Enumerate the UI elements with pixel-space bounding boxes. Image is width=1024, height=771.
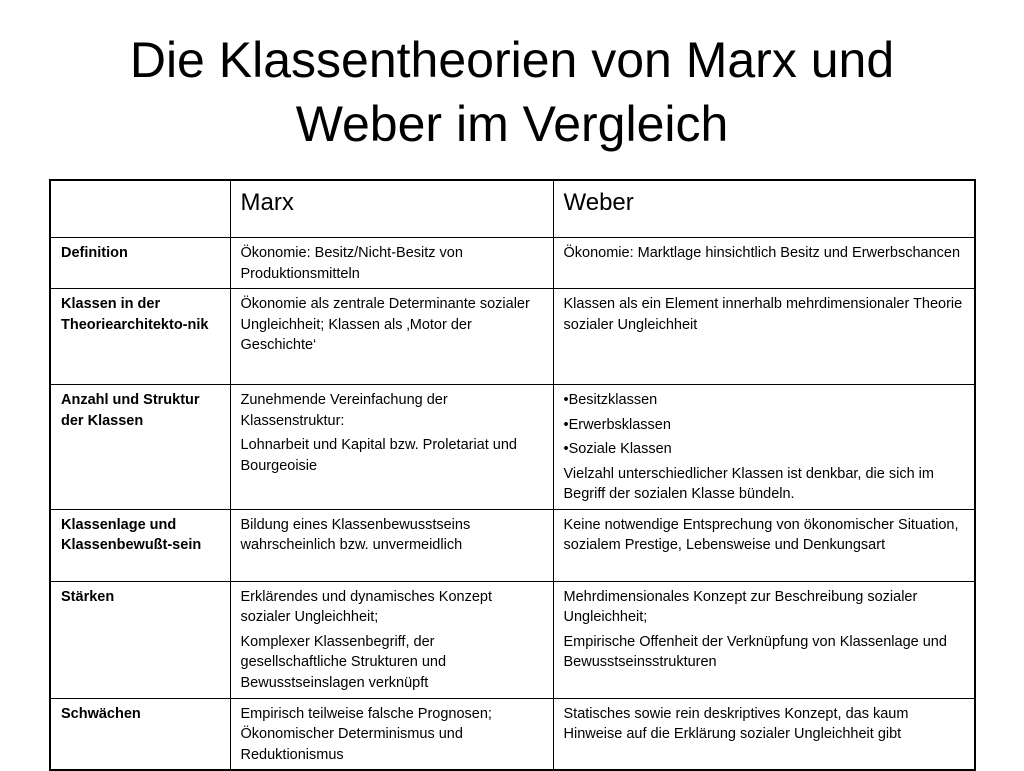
cell-paragraph: Mehrdimensionales Konzept zur Beschreibung sozialer Ungleichheit; — [563, 588, 918, 625]
header-cell-empty — [50, 180, 230, 238]
weber-cell — [553, 385, 975, 510]
marx-cell — [230, 698, 553, 770]
bullet-item: •Erwerbsklassen — [563, 416, 671, 433]
slide-title — [0, 28, 1024, 156]
row-label: Schwächen — [50, 698, 230, 770]
table-row — [50, 385, 975, 510]
row-label: Definition — [50, 238, 230, 289]
weber-cell — [553, 581, 975, 698]
cell-paragraph: Erklärendes und dynamisches Konzept sozialer Ungleichheit; — [240, 588, 492, 625]
cell-paragraph: Ökonomie: Marktlage hinsichtlich Besitz und Erwerbschancen — [563, 245, 961, 261]
cell-paragraph: Empirisch teilweise falsche Prognosen; Ökonomischer Determinismus und Reduktionismus — [240, 705, 492, 763]
cell-paragraph: Zunehmende Vereinfachung der Klassenstruktur: — [240, 392, 448, 429]
cell-paragraph: Bildung eines Klassenbewusstseins wahrscheinlich bzw. unvermeidlich — [240, 516, 471, 553]
weber-cell — [553, 509, 975, 581]
marx-cell — [230, 509, 553, 581]
table-row — [50, 238, 975, 289]
slide-title-line-2: Weber im Vergleich — [295, 96, 729, 152]
marx-cell — [230, 238, 553, 289]
cell-paragraph: Vielzahl unterschiedlicher Klassen ist denkbar, die sich im Begriff der sozialen Klasse bündeln. — [563, 465, 934, 502]
header-cell-weber: Weber — [553, 180, 975, 238]
weber-cell — [553, 238, 975, 289]
table-row — [50, 581, 975, 698]
cell-paragraph: Klassen als ein Element innerhalb mehrdimensionaler Theorie sozialer Ungleichheit — [563, 296, 963, 333]
bullet-item: •Soziale Klassen — [563, 441, 672, 457]
table-row — [50, 698, 975, 770]
comparison-table — [49, 179, 976, 771]
marx-cell — [230, 581, 553, 698]
table-row — [50, 509, 975, 581]
bullet-item: •Besitzklassen — [563, 392, 658, 408]
cell-paragraph: Lohnarbeit und Kapital bzw. Proletariat und Bourgeoisie — [240, 437, 517, 474]
row-label: Klassenlage und Klassenbewußt-sein — [50, 509, 230, 581]
slide-title-line-1: Die Klassentheorien von Marx und — [129, 32, 895, 88]
marx-cell — [230, 385, 553, 510]
weber-cell — [553, 698, 975, 770]
weber-cell — [553, 289, 975, 385]
cell-paragraph: Ökonomie als zentrale Determinante sozialer Ungleichheit; Klassen als ‚Motor der Geschichte‘ — [240, 296, 530, 353]
cell-paragraph: Komplexer Klassenbegriff, der gesellschaftliche Strukturen und Bewusstseinslagen verknüpft — [240, 633, 447, 691]
header-cell-marx: Marx — [230, 180, 553, 238]
row-label: Klassen in der Theoriearchitekto-nik — [50, 289, 230, 385]
cell-paragraph: Empirische Offenheit der Verknüpfung von Klassenlage und Bewusstseinsstrukturen — [563, 633, 947, 670]
table-row — [50, 289, 975, 385]
cell-paragraph: Statisches sowie rein deskriptives Konzept, das kaum Hinweise auf die Erklärung sozialer Ungleichheit gibt — [563, 705, 909, 742]
row-label: Stärken — [50, 581, 230, 698]
cell-paragraph: Ökonomie: Besitz/Nicht-Besitz von Produktionsmitteln — [240, 245, 463, 282]
cell-paragraph: Keine notwendige Entsprechung von ökonomischer Situation, sozialem Prestige, Lebensweise und Denkungsart — [563, 516, 959, 553]
table-header-row — [50, 180, 975, 238]
row-label: Anzahl und Struktur der Klassen — [50, 385, 230, 510]
marx-cell — [230, 289, 553, 385]
